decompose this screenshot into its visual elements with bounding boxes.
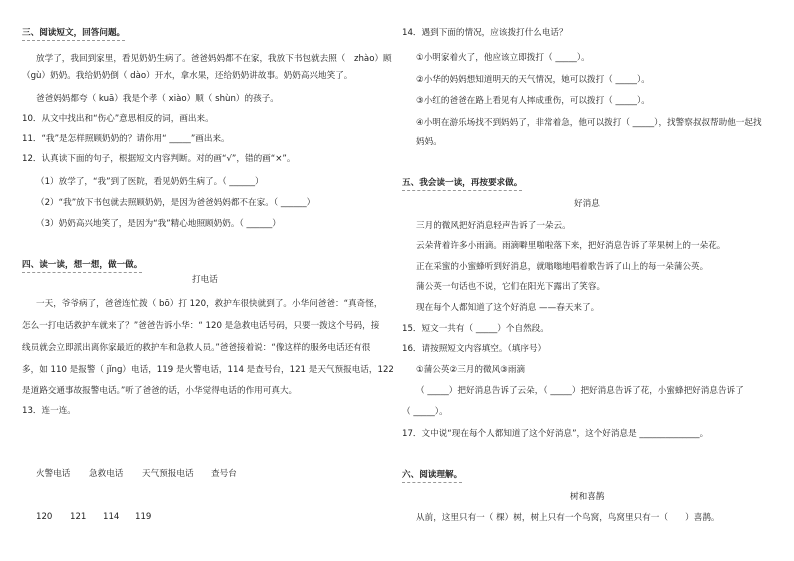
section-3-heading: 三、阅读短文，回答问题。 — [22, 27, 125, 41]
passage-line-3: 线员就会立即派出离你家最近的救护车和急救人员。”爸爸接着说：“像这样的服务电话还有很 — [22, 343, 371, 353]
question-16: 16．请按照短文内容填空。（填序号） — [402, 344, 547, 354]
passage-line-1: 从前，这里只有一（ 棵）树，树上只有一个鸟窝，鸟窝里只有一（ ）喜鹊。 — [416, 513, 720, 523]
answer-2: ②小华的妈妈想知道明天的天气情况，她可以拨打（ _____）。 — [416, 75, 650, 85]
service-item: 火警电话 — [36, 469, 71, 479]
passage-line-4: 多，如 110 是报警（ jǐng）电话，119 是火警电话，114 是查号台，121 是天气预报电话，122 — [22, 365, 394, 375]
passage-line-5: 现在每个人都知道了这个好消息 ——春天来了。 — [416, 303, 600, 313]
passage-line-2: 怎么一打电话救护车就来了？”爸爸告诉小华：“ 120 是急救电话号码，只要一拨这个号码，接 — [22, 321, 380, 331]
section-5-heading: 五、我会读一读，再按要求做。 — [402, 177, 522, 191]
number-item: 119 — [135, 512, 152, 522]
number-item: 120 — [36, 512, 53, 522]
question-13: 13．连一连。 — [22, 406, 76, 416]
passage-line-4: 蒲公英一句话也不说，它们在阳光下露出了笑容。 — [416, 282, 606, 292]
judgement-2: （2）“我”放下书包就去照顾奶奶，是因为爸爸妈妈都不在家。（ ______） — [36, 198, 316, 208]
answer-1: ①小明家着火了，他应该立即拨打（ _____）。 — [416, 53, 590, 63]
section-4-heading: 四、读一读，想一想，做一做。 — [22, 259, 142, 273]
right-column — [402, 0, 772, 561]
question-17: 17．文中说“现在每个人都知道了这个好消息”，这个好消息是 ______________。 — [402, 429, 709, 439]
passage-title: 好消息 — [574, 199, 600, 209]
option-list: ①蒲公英②三月的微风③雨滴 — [416, 365, 526, 375]
service-item: 天气预报电话 — [142, 469, 194, 479]
passage-title: 打电话 — [192, 275, 218, 285]
answer-4-cont: 妈妈。 — [416, 137, 442, 147]
question-14: 14．遇到下面的情况，应该拨打什么电话？ — [402, 28, 568, 38]
fill-blank-line-2: （ _____）。 — [402, 407, 448, 417]
passage-title: 树和喜鹊 — [570, 492, 605, 502]
passage-paragraph-1: 放学了，我回到家里，看见奶奶生病了。爸爸妈妈都不在家，我放下书包就去照（ zhào）顾 — [36, 54, 392, 64]
passage-line-1: 三月的微风把好消息轻声告诉了一朵云。 — [416, 221, 571, 231]
passage-line-1: 一天，爷爷病了，爸爸连忙拨（ bō）打 120，救护车很快就到了。小华问爸爸：“真奇怪， — [36, 299, 383, 309]
fill-blank-line-1: （ _____）把好消息告诉了云朵，（ _____）把好消息告诉了花，小蜜蜂把好消息告诉了 — [416, 386, 744, 396]
service-item: 急救电话 — [89, 469, 124, 479]
passage-line-3: 正在采蜜的小蜜蜂听到好消息，就嗡嗡地唱着歌告诉了山上的每一朵蒲公英。 — [416, 262, 709, 272]
passage-paragraph-1-cont: （gù）奶奶。我给奶奶倒（ dào）开水，拿水果，还给奶奶讲故事。奶奶高兴地笑了。 — [22, 71, 353, 81]
service-item: 查号台 — [211, 469, 237, 479]
answer-3: ③小红的爸爸在路上看见有人摔成重伤，可以拨打（ _____）。 — [416, 96, 650, 106]
number-item: 114 — [103, 512, 120, 522]
judgement-3: （3）奶奶高兴地笑了，是因为“我”精心地照顾奶奶。（ ______） — [36, 219, 281, 229]
question-11: 11．“我”是怎样照顾奶奶的？请你用“ _____”画出来。 — [22, 134, 230, 144]
question-12: 12．认真读下面的句子，根据短文内容判断。对的画“√”，错的画“×”。 — [22, 154, 296, 164]
question-15: 15．短文一共有（ _____）个自然段。 — [402, 324, 549, 334]
passage-paragraph-2: 爸爸妈妈都夸（ kuā）我是个孝（ xiào）顺（ shùn）的孩子。 — [36, 94, 279, 104]
answer-4: ④小明在游乐场找不到妈妈了，非常着急，他可以拨打（ _____），找警察叔叔帮助他一起找 — [416, 118, 762, 128]
passage-line-2: 云朵背着许多小雨滴。雨滴噼里啪啦落下来，把好消息告诉了苹果树上的一朵花。 — [416, 241, 726, 251]
judgement-1: （1）放学了，“我”到了医院，看见奶奶生病了。（ ______） — [36, 177, 264, 187]
section-6-heading: 六、阅读理解。 — [402, 469, 462, 483]
left-column — [22, 0, 392, 561]
number-item: 121 — [70, 512, 87, 522]
passage-line-5: 是道路交通事故报警电话。”听了爸爸的话，小华觉得电话的作用可真大。 — [22, 386, 298, 396]
question-10: 10．从文中找出和“伤心”意思相反的词，画出来。 — [22, 114, 214, 124]
